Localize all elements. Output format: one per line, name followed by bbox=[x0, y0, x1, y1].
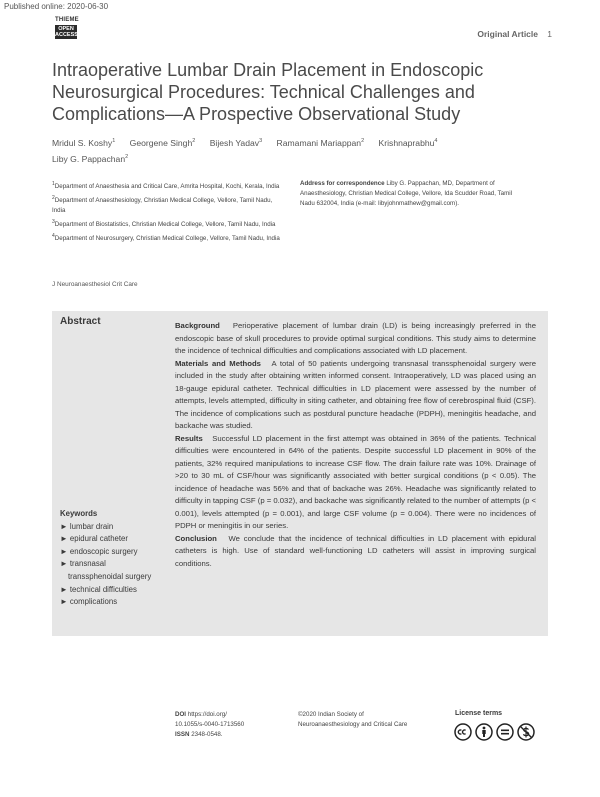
doi-block: DOI https://doi.org/ 10.1055/s-0040-1713560 ISSN 2348-0548. bbox=[175, 711, 245, 738]
correspondence-address bbox=[300, 179, 515, 209]
abstract-results: Results Successful LD placement in the first attempt was obtained in 36% of the patients. Technical difficulties were encountered in 64% of the patients. Despite successful LD placement in 90% of the patients, 32% required manipulations to increase CSF flow. The drain failure rate was 10%. Drainage of >20 to 30 mL of CSF/hour was significantly associated with better surgical conditions (p < 0.05). The incidence of headache was 56% and that of backache was 26%. Headache was significantly related to difficulty in tapping CSF (p = 0.032), and backache was significantly related to the number of attempts (p < 0.001), levels attempted (p = 0.001), and large CSF volume (p = 0.004). There were no incidences of PDPH or meningitis in our series. bbox=[175, 433, 536, 530]
author: Georgene Singh$^2$ bbox=[129, 137, 196, 148]
correspondence-text: Liby G. Pappachan, MD, Department of Anaesthesiology, Christian Medical College, Vellore, Ida Scudder Road, Tamil Nadu 632004, India (e-mail: libyjohnmathew@gmail.com). bbox=[300, 180, 512, 207]
affiliations bbox=[52, 179, 287, 245]
logo-theme-text: THIEME bbox=[55, 17, 79, 23]
keyword-item: ► technical difficulties bbox=[60, 584, 137, 594]
no-derivatives-icon bbox=[496, 723, 514, 741]
author-list bbox=[52, 134, 552, 166]
keyword-item: ► endoscopic surgery bbox=[60, 546, 138, 556]
copyright-notice: ©2020 Indian Society of Neuroanaesthesiology and Critical Care bbox=[298, 711, 408, 728]
author: Ramamani Mariappan$^2$ bbox=[276, 137, 365, 148]
issn-value: 2348-0548. bbox=[191, 731, 223, 738]
logo-open-access-badge bbox=[55, 25, 77, 39]
abstract-heading: Abstract bbox=[60, 316, 101, 327]
affiliation: $^1$Department of Anaesthesia and Critical Care, Amrita Hospital, Kochi, Kerala, India bbox=[52, 181, 280, 191]
doi-value: 10.1055/s-0040-1713560 bbox=[175, 721, 245, 728]
affiliation: $^2$Department of Anaesthesiology, Christian Medical College, Vellore, Tamil Nadu, India bbox=[52, 195, 273, 215]
non-commercial-icon bbox=[517, 723, 535, 741]
journal-name: J Neuroanaesthesiol Crit Care bbox=[52, 281, 138, 288]
abstract-methods: Materials and Methods A total of 50 patients undergoing transnasal transsphenoidal surgery were included in the study after obtaining written informed consent. Intraoperatively, LD was placed using an 18-gauge epidural catheter. Technical difficulties in LD placement were assessed by the number of attempts, levels attempted, difficulty in siting catheter, and obtaining free flow of cerebrospinal fluid (CSF). The incidence of complications such as postdural puncture headache (PDPH), meningitis headache, and backache was studied. bbox=[175, 358, 537, 430]
keyword-item: ► lumbar drain bbox=[60, 521, 114, 531]
abstract-conclusion: Conclusion We conclude that the incidence of technical difficulties in LD placement with epidural catheters is high. Use of standard well-functioning LD catheters will assist in improving surgical conditions. bbox=[175, 533, 536, 568]
thieme-open-access-logo bbox=[55, 17, 77, 39]
author: Krishnaprabhu$^4$ bbox=[378, 137, 438, 148]
abstract-body bbox=[175, 320, 536, 570]
affiliation: $^3$Department of Biostatistics, Christian Medical College, Vellore, Tamil Nadu, India bbox=[52, 219, 276, 229]
logo-access-text: ACCESS bbox=[55, 32, 78, 38]
published-online-date: Published online: 2020-06-30 bbox=[4, 2, 109, 11]
keyword-item: ► transnasal transsphenoidal surgery bbox=[60, 559, 152, 581]
license-terms-label: License terms bbox=[455, 710, 503, 717]
page-number: 1 bbox=[547, 29, 552, 39]
author: Liby G. Pappachan$^2$ bbox=[52, 153, 129, 164]
author: Bijesh Yadav$^3$ bbox=[209, 137, 263, 148]
affiliation: $^4$Department of Neurosurgery, Christian Medical College, Vellore, Tamil Nadu, India bbox=[52, 233, 280, 243]
logo-open-text: OPEN bbox=[58, 26, 74, 32]
attribution-icon bbox=[475, 723, 493, 741]
doi-link[interactable]: https://doi.org/ bbox=[187, 711, 227, 718]
correspondence-label: Address for correspondence bbox=[300, 180, 385, 187]
cc-icon bbox=[454, 723, 472, 741]
author: Mridul S. Koshy$^1$ bbox=[52, 137, 116, 148]
keyword-item: ► epidural catheter bbox=[60, 534, 128, 544]
article-title: Intraoperative Lumbar Drain Placement in Endoscopic Neurosurgical Procedures: Technical Challenges and Complications—A Prospective Observational Study bbox=[52, 60, 484, 124]
license-icons[interactable] bbox=[454, 723, 535, 741]
keyword-item: ► complications bbox=[60, 597, 118, 607]
abstract-background: Background Perioperative placement of lumbar drain (LD) is being increasingly preferred in the endoscopic base of skull procedures to provide optimal surgical conditions. This study aims to determine the incidence of technical difficulties and complications associated with LD placement. bbox=[175, 321, 536, 355]
keywords-heading: Keywords bbox=[60, 509, 98, 518]
keywords-list bbox=[60, 508, 158, 609]
article-type-label: Original Article bbox=[477, 29, 538, 39]
